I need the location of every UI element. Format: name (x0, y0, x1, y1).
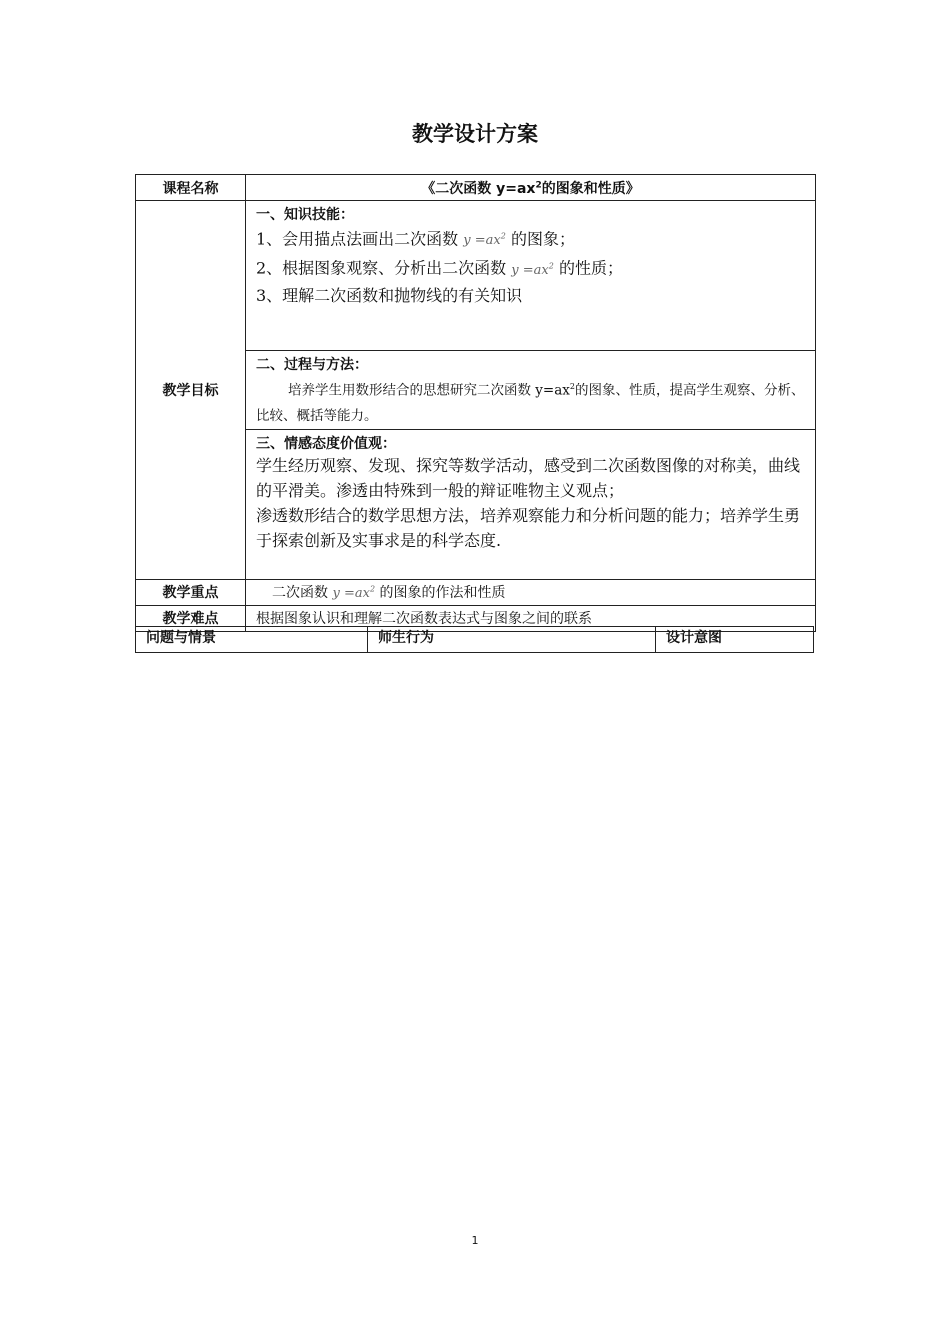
header-design-intent: 设计意图 (656, 627, 814, 653)
difficulties-value: 根据图象认识和理解二次函数表达式与图象之间的联系 (246, 605, 816, 631)
process-methods-text: 培养学生用数形结合的思想研究二次函数 $y=ax^2$的图象、性质，提高学生观察、分析、比较、概括等能力。 (256, 382, 805, 424)
knowledge-skills-heading: 一、知识技能： (256, 207, 354, 223)
knowledge-skills-cell (246, 201, 816, 351)
page-title: 教学设计方案 (412, 122, 538, 146)
attitude-values-heading: 三、情感态度价值观： (256, 435, 396, 452)
process-header-table (135, 626, 814, 653)
lesson-plan-table (135, 174, 816, 632)
key-points-label: 教学重点 (136, 579, 246, 605)
knowledge-item-2: 2、根据图象观察、分析出二次函数 $y =ax^2$ 的性质； (256, 258, 623, 278)
knowledge-item-1: 1、会用描点法画出二次函数 $y =ax^2$ 的图象； (256, 229, 575, 249)
attitude-para-1: 学生经历观察、发现、探究等数学活动，感受到二次函数图像的对称美，曲线的平滑美。渗透由特殊到一般的辩证唯物主义观点； (256, 455, 801, 500)
header-teacher-student-actions: 师生行为 (368, 627, 656, 653)
course-name-label: 课程名称 (136, 175, 246, 201)
formula-y-ax2: $y =ax^2$ (332, 584, 376, 601)
knowledge-item-3: 3、理解二次函数和抛物线的有关知识 (256, 285, 523, 305)
course-name-value: 《二次函数 $y=ax^2$的图象和性质》 (246, 175, 816, 201)
formula-y-ax2: $y =ax^2$ (463, 232, 506, 249)
header-problem-scenario: 问题与情景 (136, 627, 368, 653)
process-methods-cell (246, 351, 816, 430)
formula-y-ax2: $y =ax^2$ (511, 261, 554, 278)
key-points-value: 二次函数 $y =ax^2$ 的图象的作法和性质 (246, 579, 816, 605)
difficulties-label: 教学难点 (136, 605, 246, 631)
objectives-label: 教学目标 (136, 201, 246, 580)
attitude-para-2: 渗透数形结合的数学思想方法，培养观察能力和分析问题的能力；培养学生勇于探索创新及实事求是的科学态度. (256, 505, 801, 550)
attitude-values-cell (246, 429, 816, 579)
page-number: 1 (471, 1234, 479, 1247)
process-methods-heading: 二、过程与方法： (256, 357, 368, 373)
